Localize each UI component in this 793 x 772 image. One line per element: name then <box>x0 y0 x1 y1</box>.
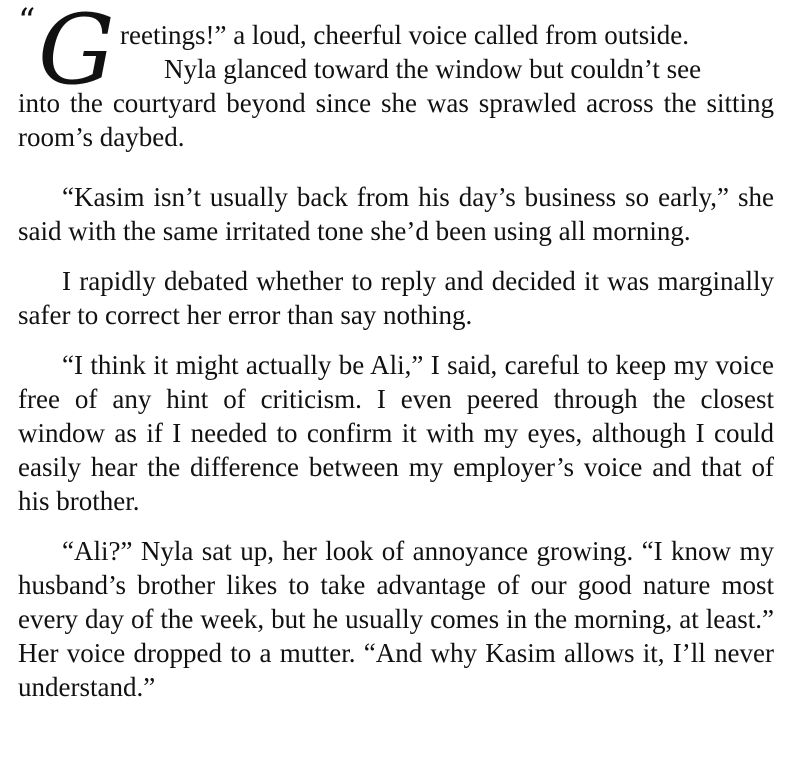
drop-cap-quote: “ <box>18 1 36 41</box>
paragraph-1-rest: into the courtyard beyond since she was sprawled across the sitting room’s daybed. <box>18 88 774 152</box>
paragraph-1-line-2: Nyla glanced toward the window but couldn’t see <box>164 54 702 84</box>
document-page <box>18 0 774 704</box>
paragraph-4: “I think it might actually be Ali,” I said, careful to keep my voice free of any hint of criticism. I even peered through the closest window as if I needed to confirm it with my eyes, although I could easily hear the difference between my employer’s voice and that of his brother. <box>18 350 774 516</box>
paragraph-3: I rapidly debated whether to reply and decided it was marginally safer to correct her error than say nothing. <box>18 266 774 330</box>
paragraph-2: “Kasim isn’t usually back from his day’s business so early,” she said with the same irritated tone she’d been using all morning. <box>18 182 774 246</box>
paragraph-1-line-1: reetings!” a loud, cheerful voice called from outside. <box>120 20 690 50</box>
paragraph-1 <box>18 0 774 164</box>
drop-cap <box>18 2 118 112</box>
drop-cap-letter: G <box>38 0 115 106</box>
paragraph-5: “Ali?” Nyla sat up, her look of annoyance growing. “I know my husband’s brother likes to take advantage of our good nature most every day of the week, but he usually comes in the morning, at least.” Her voice dropped to a mutter. “And why Kasim allows it, I’ll never understand.” <box>18 536 774 702</box>
